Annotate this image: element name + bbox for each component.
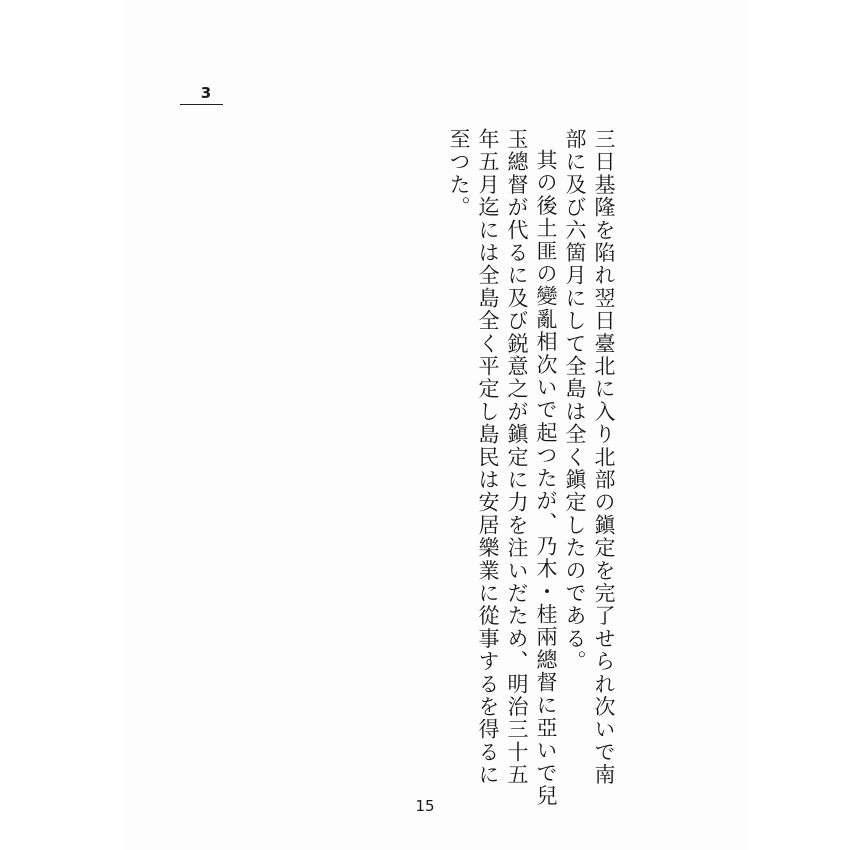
paragraph-2: 其の後土匪の變亂相次いで起つたが、乃木・桂兩總督に亞いで兒玉總督が代るに及び鋭意之が鎭定に力を注いだため、明治三十五年五月迄には全島全く平定し島民は安居樂業に從事するを得るに至つた。 (447, 128, 558, 808)
paper-sheet (125, 0, 745, 850)
section-underline (180, 104, 223, 105)
vertical-body-text (447, 128, 618, 808)
page-number: 15 (415, 797, 435, 815)
paragraph-1: 三日基隆を陷れ翌日臺北に入り北部の鎭定を完了せられ次いで南部に及び六箇月にして全島は全く鎭定したのである。 (563, 128, 616, 787)
section-number: 3 (200, 84, 212, 102)
